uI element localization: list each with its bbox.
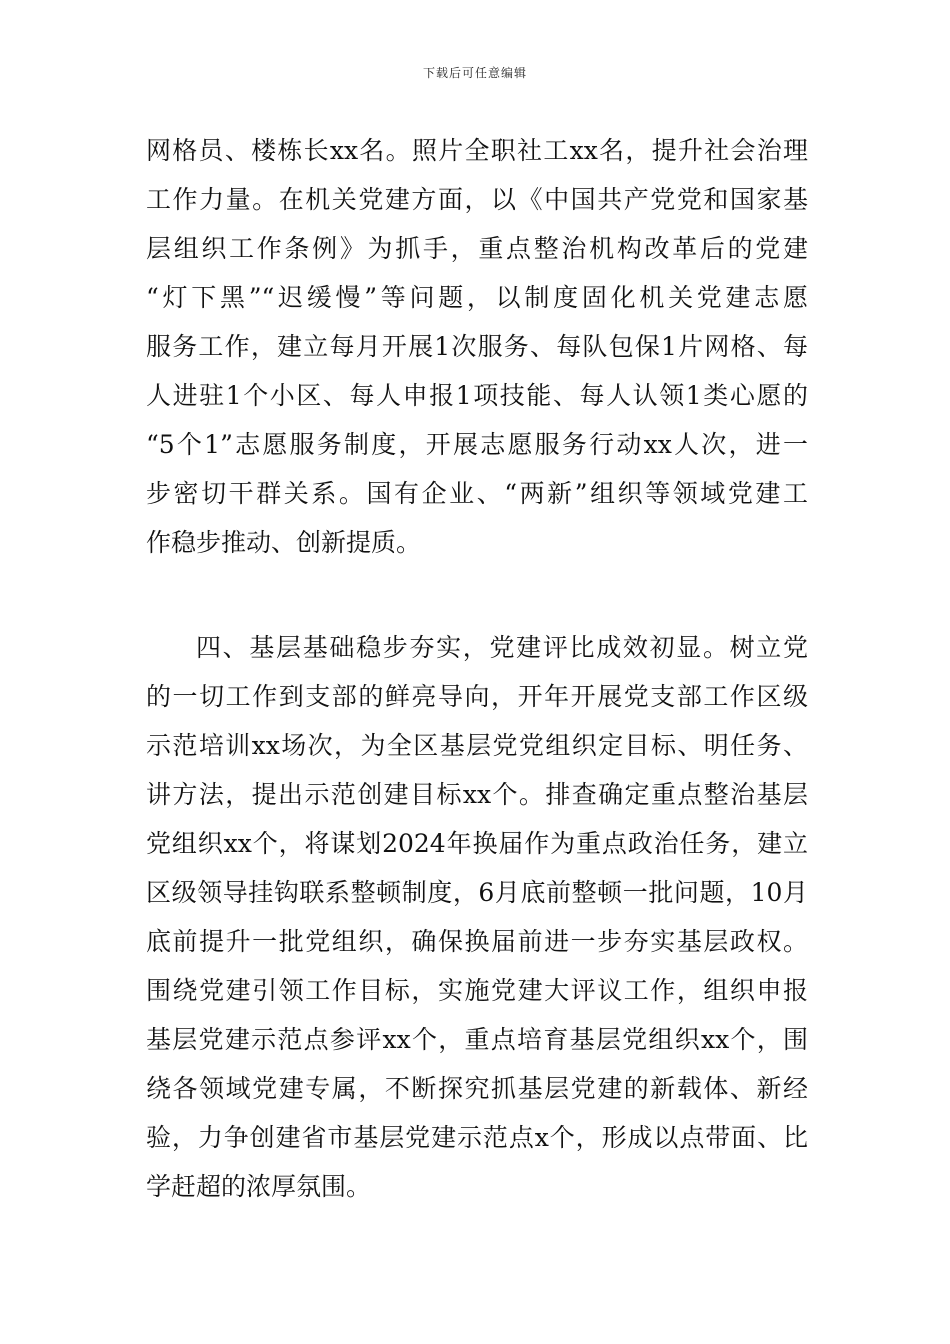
text-line: 的一切工作到支部的鲜亮导向，开年开展党支部工作区级 (146, 682, 808, 711)
text-line: 底前提升一批党组织，确保换届前进一步夯实基层政权。 (146, 927, 808, 956)
text-line: 服务工作，建立每月开展1次服务、每队包保1片网格、每 (146, 332, 808, 361)
text-line: 作稳步推动、创新提质。 (146, 528, 422, 557)
page-header-note: 下载后可任意编辑 (422, 66, 527, 80)
paragraph-section-four (146, 623, 808, 1211)
text-line: 人进驻1个小区、每人申报1项技能、每人认领1类心愿的 (146, 381, 808, 410)
text-line: 步密切干群关系。国有企业、“两新”组织等领域党建工 (146, 479, 808, 508)
text-line: 围绕党建引领工作目标，实施党建大评议工作，组织申报 (146, 976, 808, 1005)
text-line: 四、基层基础稳步夯实，党建评比成效初显。树立党 (196, 633, 808, 662)
text-line: 学赶超的浓厚氛围。 (146, 1172, 372, 1201)
text-line: 层组织工作条例》为抓手，重点整治机构改革后的党建 (146, 234, 808, 263)
text-line: 验，力争创建省市基层党建示范点x个，形成以点带面、比 (146, 1123, 808, 1152)
paragraph-continuation (146, 126, 808, 567)
text-line: 党组织xx个，将谋划2024年换届作为重点政治任务，建立 (146, 829, 808, 858)
text-line: 工作力量。在机关党建方面，以《中国共产党党和国家基 (146, 185, 808, 214)
text-line: 示范培训xx场次，为全区基层党党组织定目标、明任务、 (146, 731, 808, 760)
text-line: 绕各领域党建专属，不断探究抓基层党建的新载体、新经 (146, 1074, 808, 1103)
text-line: 区级领导挂钩联系整顿制度，6月底前整顿一批问题，10月 (146, 878, 808, 907)
text-line: 讲方法，提出示范创建目标xx个。排查确定重点整治基层 (146, 780, 808, 809)
text-line: 网格员、楼栋长xx名。照片全职社工xx名，提升社会治理 (146, 136, 808, 165)
text-line: “5个1”志愿服务制度，开展志愿服务行动xx人次，进一 (146, 430, 808, 459)
text-line: “灯下黑”“迟缓慢”等问题，以制度固化机关党建志愿 (146, 283, 808, 312)
text-line: 基层党建示范点参评xx个，重点培育基层党组织xx个，围 (146, 1025, 808, 1054)
